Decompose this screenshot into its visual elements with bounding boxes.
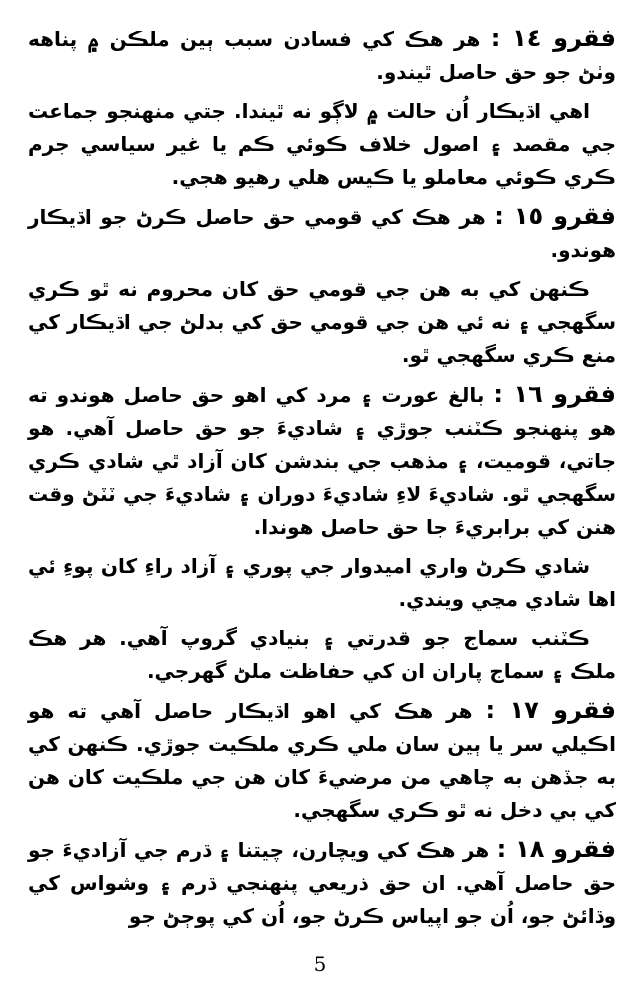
document-page (28, 22, 616, 952)
article-text: هر هڪ کي اهو اڌيڪار حاصل آهي ته هو اڪيلي سر يا ٻين سان ملي ڪري ملڪيت جوڙي. ڪنهن کي به جڏهن به چاهي من مرضيءَ کان هن جي ملڪيت کان هن کي بي دخل نه ٿو ڪري سگهجي. (28, 699, 616, 822)
article-text: هر هڪ کي ويچارن، چيتنا ۽ ڌرم جي آزاديءَ جو حق حاصل آهي. ان حق ذريعي پنهنجي ڌرم ۽ وشواس کي وڌائڻ جو، اُن جو اپياس ڪرڻ جو، اُن کي پوڄڻ جو (28, 838, 616, 928)
article-17 (28, 694, 616, 827)
article-heading: فقرو ١٧ : (485, 696, 616, 724)
article-heading: فقرو ١٤ : (490, 24, 616, 52)
paragraph: ڪٽنب سماج جو قدرتي ۽ بنيادي گروپ آهي. هر هڪ ملڪ ۽ سماج پاران ان کي حفاظت ملڻ گهرجي. (28, 626, 616, 683)
article-heading: فقرو ١٨ : (496, 835, 617, 863)
paragraph: اهي اڌيڪار اُن حالت ۾ لاڳو نه ٿيندا. جتي منهنجو جماعت جي مقصد ۽ اصول خلاف ڪوئي ڪم يا غير سياسي جرم ڪري ڪوئي معاملو يا ڪيس هلي رهيو هجي. (28, 99, 616, 189)
article-14 (28, 22, 616, 89)
article-18 (28, 833, 616, 933)
article-15 (28, 200, 616, 267)
article-heading: فقرو ١٥ : (494, 202, 616, 230)
article-text: هر هڪ کي قومي حق حاصل ڪرڻ جو اڌيڪار هوندو. (28, 205, 616, 262)
article-16 (28, 378, 616, 544)
paragraph: شادي ڪرڻ واري اميدوار جي پوري ۽ آزاد راءِ کان پوءِ ئي اها شادي مڃي ويندي. (28, 554, 616, 611)
article-heading: فقرو ١٦ : (493, 380, 616, 408)
article-text: بالغ عورت ۽ مرد کي اهو حق حاصل هوندو ته هو پنهنجو ڪٽنب جوڙي ۽ شاديءَ جو حق حاصل آهي. هو جاتي، قوميت، ۽ مذهب جي بندشن کان آزاد ٿي شادي ڪري سگهجي ٿو. شاديءَ لاءِ شاديءَ دوران ۽ شاديءَ جي ٽٽڻ وقت هنن کي برابريءَ جا حق حاصل هوندا. (28, 383, 616, 539)
article-text: هر هڪ کي فسادن سبب ٻين ملڪن ۾ پناهه وٺڻ جو حق حاصل ٿيندو. (28, 27, 616, 84)
paragraph: ڪنهن کي به هن جي قومي حق کان محروم نه ٿو ڪري سگهجي ۽ نه ئي هن جي قومي حق کي بدلڻ جي اڌيڪار کي منع ڪري سگهجي ٿو. (28, 277, 616, 367)
page-number: 5 (313, 952, 327, 976)
